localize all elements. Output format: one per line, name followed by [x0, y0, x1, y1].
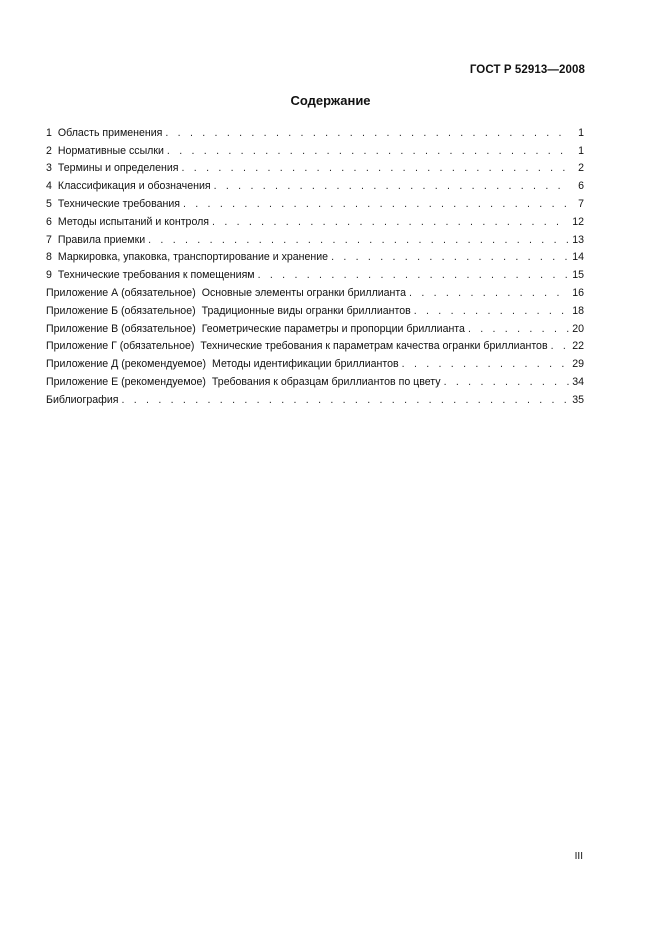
toc-dot-leader — [331, 251, 569, 263]
toc-dot-leader — [402, 358, 569, 370]
toc-entry[interactable] — [46, 299, 584, 317]
toc-entry-number: 3 — [46, 162, 52, 175]
toc-entry-page: 18 — [572, 304, 584, 317]
toc-entry-label: Классификация и обозначения — [57, 180, 211, 193]
toc-dot-leader — [468, 323, 569, 335]
toc-entry-label: Маркировка, упаковка, транспортирование и хранение — [57, 251, 329, 264]
toc-dot-leader — [551, 340, 569, 352]
toc-dot-leader — [212, 216, 569, 228]
toc-entry[interactable] — [46, 139, 584, 157]
toc-entry-page: 16 — [572, 286, 584, 299]
toc-dot-leader — [409, 287, 569, 299]
toc-entry-number: 9 — [46, 269, 52, 282]
toc-entry-label: Геометрические параметры и пропорции бриллианта — [201, 322, 465, 335]
toc-dot-leader — [165, 127, 569, 139]
toc-entry[interactable] — [46, 210, 584, 228]
toc-entry-page: 22 — [572, 340, 584, 353]
toc-entry-label: Область применения — [57, 126, 163, 139]
toc-entry[interactable] — [46, 192, 584, 210]
toc-entry-appendix-prefix: Приложение Б (обязательное) — [46, 304, 196, 317]
toc-entry[interactable] — [46, 317, 584, 335]
toc-entry-label: Технические требования к помещениям — [57, 269, 255, 282]
toc-entry-number: 5 — [46, 197, 52, 210]
toc-entry-appendix-prefix: Приложение Е (рекомендуемое) — [46, 375, 206, 388]
toc-dot-leader — [121, 394, 569, 406]
toc-entry[interactable] — [46, 281, 584, 299]
toc-entry-appendix-prefix: Приложение В (обязательное) — [46, 322, 196, 335]
toc-entry[interactable] — [46, 228, 584, 246]
table-of-contents — [46, 121, 584, 406]
toc-entry-page: 35 — [572, 393, 584, 406]
toc-entry-label: Требования к образцам бриллиантов по цвету — [211, 375, 441, 388]
toc-entry[interactable] — [46, 388, 584, 406]
toc-entry-page: 2 — [578, 162, 584, 175]
toc-dot-leader — [183, 198, 569, 210]
toc-entry-appendix-prefix: Приложение Д (рекомендуемое) — [46, 358, 207, 371]
toc-dot-leader — [148, 234, 569, 246]
toc-dot-leader — [258, 269, 569, 281]
toc-entry-label: Методы испытаний и контроля — [57, 215, 210, 228]
toc-entry-page: 15 — [572, 269, 584, 282]
toc-entry-label: Основные элементы огранки бриллианта — [201, 286, 407, 299]
toc-entry-page: 29 — [572, 358, 584, 371]
toc-entry[interactable] — [46, 352, 584, 370]
toc-entry-label: Правила приемки — [57, 233, 146, 246]
toc-entry-label: Термины и определения — [57, 162, 179, 175]
toc-entry-appendix-prefix: Приложение Г (обязательное) — [46, 340, 195, 353]
toc-title: Содержание — [290, 93, 371, 108]
toc-entry[interactable] — [46, 263, 584, 281]
toc-entry-page: 20 — [572, 322, 584, 335]
toc-dot-leader — [414, 305, 569, 317]
toc-dot-leader — [214, 180, 569, 192]
toc-entry-page: 14 — [572, 251, 584, 264]
toc-entry-label: Нормативные ссылки — [57, 144, 164, 157]
toc-dot-leader — [167, 145, 569, 157]
toc-entry-label: Традиционные виды огранки бриллиантов — [201, 304, 411, 317]
page-number: III — [574, 851, 583, 862]
toc-entry[interactable] — [46, 335, 584, 353]
toc-entry-number: 2 — [46, 144, 52, 157]
toc-entry-number: 4 — [46, 180, 52, 193]
toc-entry-label: Методы идентификации бриллиантов — [212, 358, 399, 371]
toc-entry-number: 1 — [46, 126, 52, 139]
toc-entry-page: 12 — [572, 215, 584, 228]
toc-entry-number: 7 — [46, 233, 52, 246]
toc-entry-label: Библиография — [46, 393, 119, 406]
toc-entry-appendix-prefix: Приложение А (обязательное) — [46, 286, 196, 299]
toc-entry-page: 7 — [578, 197, 584, 210]
toc-entry[interactable] — [46, 157, 584, 175]
toc-entry[interactable] — [46, 246, 584, 264]
toc-entry[interactable] — [46, 174, 584, 192]
document-standard-header: ГОСТ Р 52913—2008 — [469, 64, 585, 76]
toc-entry-page: 34 — [572, 375, 584, 388]
toc-entry-number: 8 — [46, 251, 52, 264]
toc-entry-number: 6 — [46, 215, 52, 228]
toc-entry-label: Технические требования — [57, 197, 180, 210]
toc-entry-label: Технические требования к параметрам качества огранки бриллиантов — [200, 340, 548, 353]
toc-entry-page: 1 — [578, 126, 584, 139]
toc-dot-leader — [182, 162, 569, 174]
toc-dot-leader — [444, 376, 569, 388]
toc-entry-page: 13 — [572, 233, 584, 246]
toc-entry-page: 1 — [578, 144, 584, 157]
toc-entry-page: 6 — [578, 180, 584, 193]
toc-entry[interactable] — [46, 370, 584, 388]
toc-entry[interactable] — [46, 121, 584, 139]
